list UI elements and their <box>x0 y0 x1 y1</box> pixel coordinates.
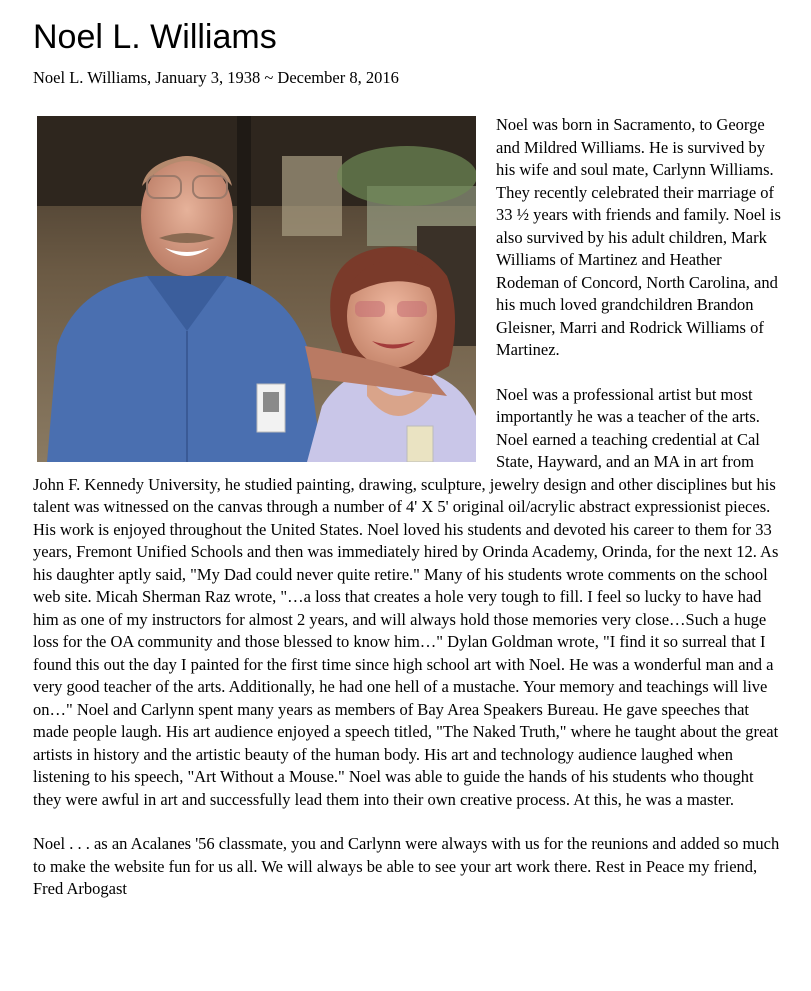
page-subtitle: Noel L. Williams, January 3, 1938 ~ December 8, 2016 <box>33 68 399 87</box>
couple-photo <box>37 116 476 462</box>
page-title: Noel L. Williams <box>33 18 277 56</box>
article-body <box>33 114 785 901</box>
paragraph-family: Noel was born in Sacramento, to George and Mildred Williams. He is survived by his wife and soul mate, Carlynn Williams. They recently celebrated their marriage of 33 ½ years with friends and family. Noel is also survived by his adult children, Mark Williams of Martinez and Heather Rodeman of Concord, North Carolina, and his much loved grandchildren Brandon Gleisner, Marri and Rodrick Williams of Martinez. <box>496 115 781 359</box>
photo-icon <box>37 116 476 462</box>
paragraph-tribute: Noel . . . as an Acalanes '56 classmate, you and Carlynn were always with us for the reunions and added so much to make the website fun for us all. We will always be able to see your art work there. Rest in Peace my friend, Fred Arbogast <box>33 834 780 898</box>
paragraph-career: Noel was a professional artist but most importantly he was a teacher of the arts. Noel earned a teaching credential at Cal State, Hayward, and an MA in art from John F. Kennedy University, he studied painting, drawing, sculpture, jewelry design and other disciplines but his talent was witnessed on the canvas through a number of 4' X 5' original oil/acrylic abstract expressionist pieces. His work is enjoyed throughout the United States. Noel loved his students and devoted his career to them for 33 years, Fremont Unified Schools and then was immediately hired by Orinda Academy, Orinda, for the next 12. As his daughter aptly said, "My Dad could never quite retire." Many of his students wrote comments on the school web site. Micah Sherman Raz wrote, "…a loss that creates a hole very tough to fill. I feel so lucky to have had him as one of my instructors for almost 2 years, and will always hold those memories very close…Such a huge loss for the OA community and those blessed to know him…" Dylan Goldman wrote, "I find it so surreal that I found this out the day I painted for the first time since high school art with Noel. He was a wonderful man and a very good teacher of the arts. Additionally, he had one hell of a mustache. Your memory and teachings will live on…" Noel and Carlynn spent many years as members of Bay Area Speakers Bureau. He gave speeches that made people laugh. His art audience enjoyed a speech titled, "The Naked Truth," where he taught about the great artists in history and the artistic beauty of the human body. His art and technology audience laughed when listening to his speech, "Art Without a Mouse." Noel was able to guide the hands of his students who thought they were awful in art and successfully lead them into their own creative process. At this, he was a master. <box>33 384 779 809</box>
